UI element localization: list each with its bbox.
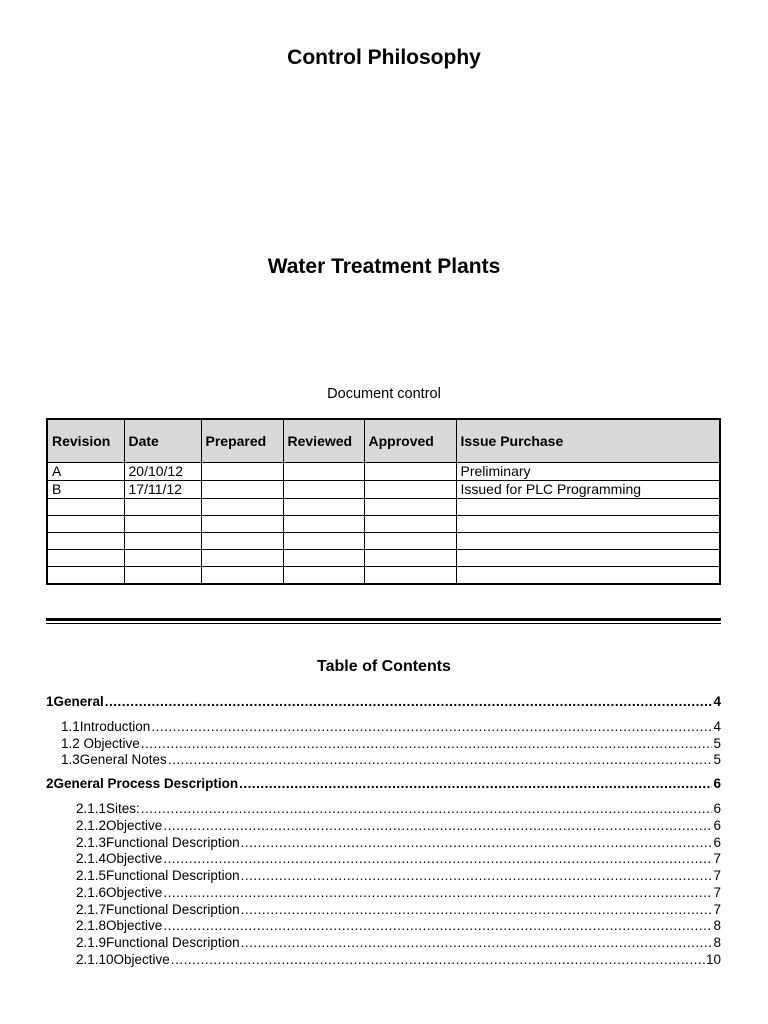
table-cell: [201, 463, 283, 481]
header-prepared: Prepared: [201, 419, 283, 463]
table-cell: [456, 499, 720, 516]
table-cell: [47, 567, 124, 585]
table-row: [47, 463, 720, 481]
table-cell: [283, 550, 364, 567]
table-cell: [283, 499, 364, 516]
toc-leader-dots: [171, 952, 705, 967]
toc-entry[interactable]: [76, 952, 721, 967]
table-cell: [201, 567, 283, 585]
table-cell: [201, 516, 283, 533]
document-control-caption: Document control: [327, 386, 441, 402]
toc-entry[interactable]: [61, 752, 721, 767]
header-revision: Revision: [47, 419, 124, 463]
table-cell: [283, 567, 364, 585]
toc-entry[interactable]: [76, 935, 721, 950]
toc-entry-label: 1.1Introduction: [61, 719, 151, 734]
table-cell: [201, 499, 283, 516]
toc-entry[interactable]: [46, 694, 721, 709]
toc-entry-page: 6: [713, 835, 721, 850]
table-cell: [124, 516, 201, 533]
toc-entry-label: 2.1.1Sites:: [76, 801, 140, 816]
revision-table-header: [47, 419, 720, 463]
toc-entry-label: 2.1.4Objective: [76, 851, 163, 866]
table-cell: [47, 516, 124, 533]
toc-entry-label: 2.1.7Functional Description: [76, 902, 240, 917]
toc-entry-label: 2.1.8Objective: [76, 918, 163, 933]
toc-entry[interactable]: [76, 902, 721, 917]
toc-entry-page: 6: [713, 801, 721, 816]
toc-entry[interactable]: [61, 719, 721, 734]
table-cell: [124, 533, 201, 550]
table-cell: 20/10/12: [124, 463, 201, 481]
table-cell: [364, 463, 456, 481]
table-row: [47, 550, 720, 567]
section-divider-thin: [46, 623, 721, 624]
table-cell: [124, 550, 201, 567]
toc-entry[interactable]: [76, 801, 721, 816]
toc-entry-page: 7: [713, 851, 721, 866]
toc-entry[interactable]: [76, 918, 721, 933]
toc-leader-dots: [168, 752, 713, 767]
header-approved: Approved: [364, 419, 456, 463]
toc-entry-page: 5: [713, 752, 721, 767]
table-cell: [456, 516, 720, 533]
toc-entry-page: 6: [713, 818, 721, 833]
toc-leader-dots: [141, 801, 713, 816]
toc-title: Table of Contents: [317, 658, 451, 675]
toc-entry-label: 1.3General Notes: [61, 752, 167, 767]
table-row: [47, 516, 720, 533]
table-cell: [201, 550, 283, 567]
section-divider-thick: [46, 618, 721, 621]
revision-table: [46, 418, 721, 585]
toc-entry-page: 7: [713, 885, 721, 900]
toc-entry-page: 8: [713, 918, 721, 933]
table-cell: [283, 463, 364, 481]
table-cell: [456, 567, 720, 585]
toc-entry-label: 2.1.5Functional Description: [76, 868, 240, 883]
toc-leader-dots: [163, 818, 712, 833]
toc-leader-dots: [151, 719, 712, 734]
toc-entry[interactable]: [76, 885, 721, 900]
toc-leader-dots: [141, 736, 713, 751]
toc-entry-label: 2.1.6Objective: [76, 885, 163, 900]
table-cell: [456, 533, 720, 550]
header-reviewed: Reviewed: [283, 419, 364, 463]
toc-entry-label: 2.1.9Functional Description: [76, 935, 240, 950]
table-cell: [364, 516, 456, 533]
toc-entry[interactable]: [46, 776, 721, 791]
table-cell: B: [47, 481, 124, 499]
table-cell: [47, 550, 124, 567]
table-cell: [201, 533, 283, 550]
table-cell: 17/11/12: [124, 481, 201, 499]
table-cell: A: [47, 463, 124, 481]
table-cell: Issued for PLC Programming: [456, 481, 720, 499]
table-cell: [364, 481, 456, 499]
toc-entry[interactable]: [76, 851, 721, 866]
toc-entry[interactable]: [76, 868, 721, 883]
table-cell: [283, 481, 364, 499]
table-row: [47, 533, 720, 550]
header-issue-purchase: Issue Purchase: [456, 419, 720, 463]
toc-leader-dots: [163, 885, 712, 900]
toc-entry-page: 7: [713, 902, 721, 917]
toc-entry-label: 1General: [46, 694, 104, 709]
header-date: Date: [124, 419, 201, 463]
toc-entry-label: 2.1.2Objective: [76, 818, 163, 833]
toc-leader-dots: [105, 694, 713, 709]
toc-leader-dots: [241, 835, 713, 850]
table-cell: [364, 550, 456, 567]
toc-leader-dots: [163, 918, 712, 933]
toc-entry-page: 10: [705, 952, 721, 967]
toc-entry-page: 7: [713, 868, 721, 883]
toc-leader-dots: [163, 851, 712, 866]
toc-entry-page: 8: [713, 935, 721, 950]
toc-leader-dots: [241, 935, 713, 950]
toc-entry-page: 4: [713, 719, 721, 734]
table-cell: [364, 533, 456, 550]
table-cell: Preliminary: [456, 463, 720, 481]
toc-entry-page: 4: [713, 694, 721, 709]
table-cell: [124, 567, 201, 585]
table-cell: [201, 481, 283, 499]
toc-entry-label: 2.1.3Functional Description: [76, 835, 240, 850]
table-cell: [47, 533, 124, 550]
toc-entry-label: 2.1.10Objective: [76, 952, 170, 967]
toc-entry-page: 5: [713, 736, 721, 751]
document-subtitle: Water Treatment Plants: [267, 255, 501, 278]
table-cell: [456, 550, 720, 567]
document-title: Control Philosophy: [287, 46, 481, 69]
table-row: [47, 567, 720, 585]
toc-entry-label: 2General Process Description: [46, 776, 239, 791]
toc-entry-page: 6: [713, 776, 721, 791]
toc-entry-label: 1.2 Objective: [61, 736, 140, 751]
toc-leader-dots: [241, 868, 713, 883]
toc-entry[interactable]: [61, 736, 721, 751]
table-cell: [124, 499, 201, 516]
table-cell: [364, 567, 456, 585]
toc-leader-dots: [241, 902, 713, 917]
table-cell: [283, 533, 364, 550]
table-cell: [47, 499, 124, 516]
toc-leader-dots: [239, 776, 712, 791]
toc-entry[interactable]: [76, 818, 721, 833]
table-row: [47, 481, 720, 499]
toc-entry[interactable]: [76, 835, 721, 850]
table-cell: [283, 516, 364, 533]
table-cell: [364, 499, 456, 516]
table-row: [47, 499, 720, 516]
